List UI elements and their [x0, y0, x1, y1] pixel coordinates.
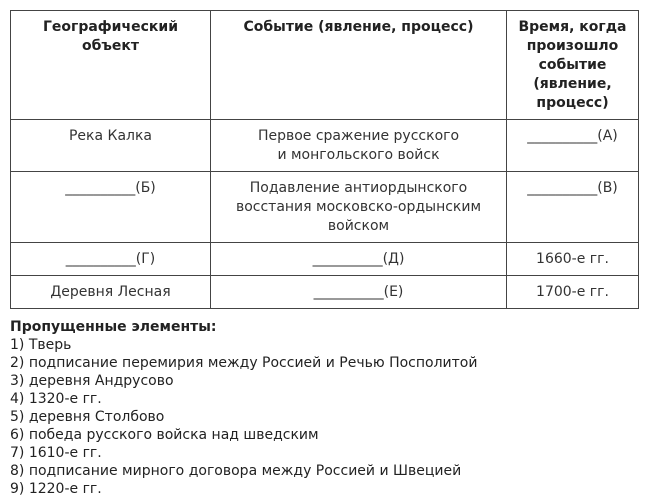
cell-object: Река Калка: [11, 120, 211, 172]
list-item: 6) победа русского войска над шведским: [10, 427, 319, 443]
table-row: [11, 243, 639, 276]
cell-event: Первое сражение русского и монгольского войск: [211, 120, 507, 172]
list-item: 4) 1320-е гг.: [10, 391, 102, 407]
list-item: 8) подписание мирного договора между Россией и Швецией: [10, 463, 462, 479]
header-geographic-object: Географический объект: [11, 11, 211, 120]
list-item: 1) Тверь: [10, 337, 72, 353]
table-row: [11, 172, 639, 243]
list-item: 7) 1610-е гг.: [10, 445, 102, 461]
table-header-row: [11, 11, 639, 120]
cell-event: __________(Д): [211, 243, 507, 276]
cell-object: Деревня Лесная: [11, 276, 211, 309]
missing-elements-list: [10, 336, 640, 498]
cell-object: __________(Г): [11, 243, 211, 276]
table-row: [11, 120, 639, 172]
cell-event: Подавление антиордынского восстания московско-ордынским войском: [211, 172, 507, 243]
cell-time: __________(В): [507, 172, 639, 243]
cell-time: __________(А): [507, 120, 639, 172]
missing-elements-title: Пропущенные элементы:: [10, 319, 217, 335]
cell-event: __________(Е): [211, 276, 507, 309]
history-table: [10, 10, 639, 309]
table-row: [11, 276, 639, 309]
header-time: Время, когда произошло событие (явление, процесс): [507, 11, 639, 120]
cell-object: __________(Б): [11, 172, 211, 243]
cell-time: 1700-е гг.: [507, 276, 639, 309]
missing-elements-section: [10, 318, 640, 498]
list-item: 3) деревня Андрусово: [10, 373, 174, 389]
list-item: 9) 1220-е гг.: [10, 481, 102, 497]
list-item: 5) деревня Столбово: [10, 409, 165, 425]
cell-time: 1660-е гг.: [507, 243, 639, 276]
list-item: 2) подписание перемирия между Россией и Речью Посполитой: [10, 355, 478, 371]
header-event: Событие (явление, процесс): [211, 11, 507, 120]
